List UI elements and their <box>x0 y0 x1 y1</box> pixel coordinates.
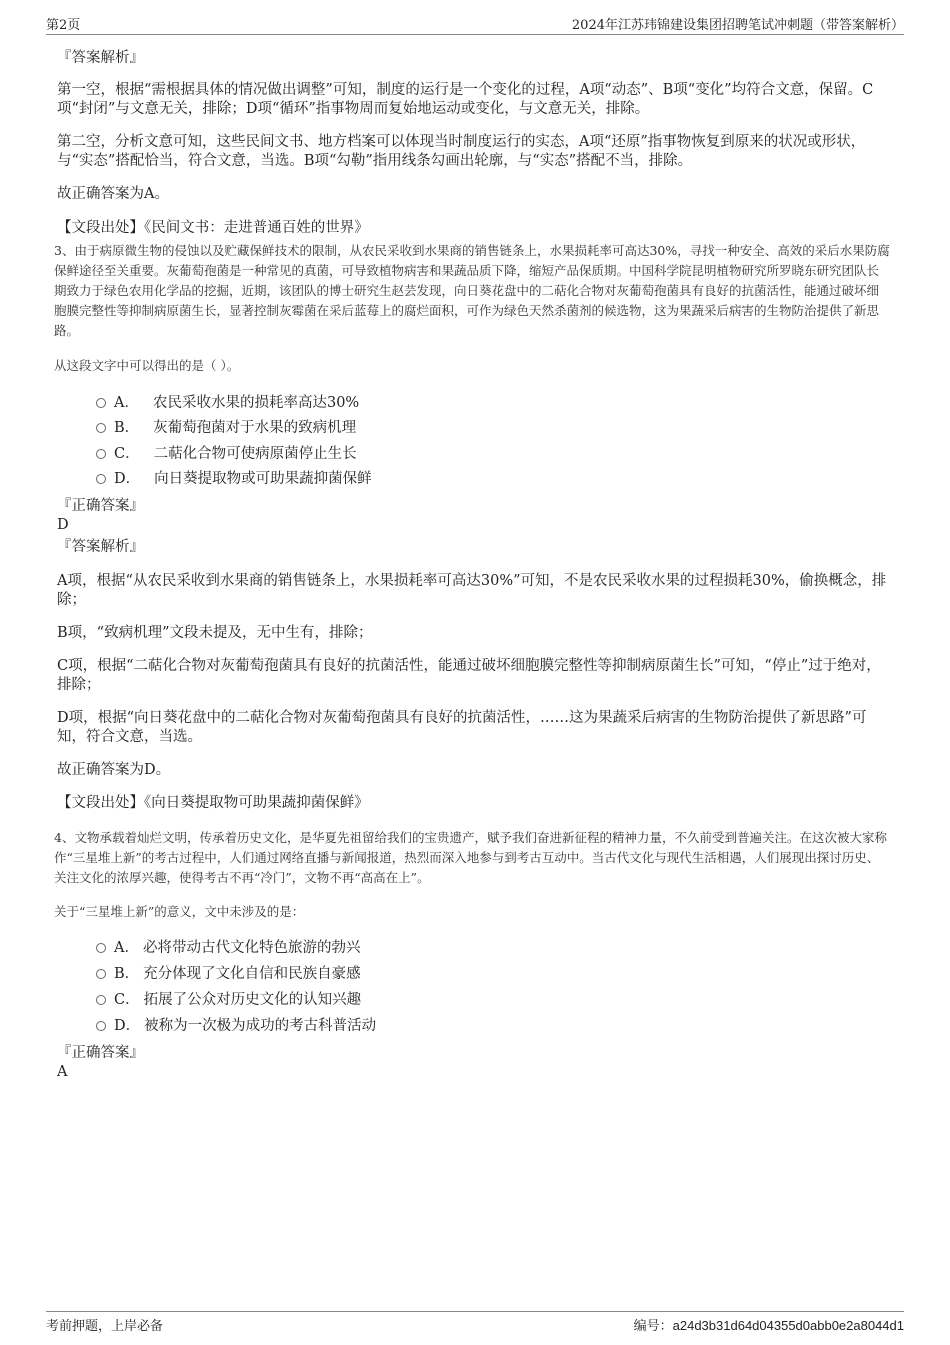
radio-icon[interactable] <box>96 474 106 484</box>
q3-option-c[interactable]: C． 二萜化合物可使病原菌停止生长 <box>96 444 357 464</box>
q3-analysis-d: D项，根据“向日葵花盘中的二萜化合物对灰葡萄孢菌具有良好的抗菌活性，……这为果蔬采后病害的生物防治提供了新思路”可知，符合文意，当选。 <box>57 710 867 745</box>
q4-option-c[interactable]: C． 拓展了公众对历史文化的认知兴趣 <box>96 990 361 1010</box>
q2-analysis-label: 『答案解析』 <box>57 50 144 66</box>
radio-icon[interactable] <box>96 943 106 953</box>
q3-analysis-b: B项，“致病机理”文段未提及，无中生有，排除； <box>57 625 373 641</box>
q4-answer-label: 『正确答案』 <box>57 1045 144 1061</box>
radio-icon[interactable] <box>96 969 106 979</box>
page-footer <box>46 1311 904 1335</box>
q3-analysis-label: 『答案解析』 <box>57 539 144 555</box>
page-number: 第2页 <box>46 18 81 33</box>
document-title: 2024年江苏玮锦建设集团招聘笔试冲刺题（带答案解析） <box>571 18 904 33</box>
q4-option-a[interactable]: A． 必将带动古代文化特色旅游的勃兴 <box>96 938 360 958</box>
q3-answer-label: 『正确答案』 <box>57 498 144 514</box>
document-code: 编号：a24d3b31d64d04355d0abb0e2a8044d1 <box>633 1318 904 1334</box>
radio-icon[interactable] <box>96 1021 106 1031</box>
q3-option-a[interactable]: A． 农民采收水果的损耗率高达30% <box>96 393 359 413</box>
q3-analysis-a: A项，根据“从农民采收到水果商的销售链条上，水果损耗率可高达30%”可知，不是农民采收水果的过程损耗30%，偷换概念，排除； <box>57 573 887 608</box>
q2-analysis-para2: 第二空，分析文意可知，这些民间文书、地方档案可以体现当时制度运行的实态，A项“还原”指事物恢复到原来的状况或形状，与“实态”搭配恰当，符合文意，当选。B项“勾勒”指用线条勾画出轮廓，与“实态”搭配不当，排除。 <box>57 134 866 169</box>
radio-icon[interactable] <box>96 423 106 433</box>
q4-option-b[interactable]: B． 充分体现了文化自信和民族自豪感 <box>96 964 361 984</box>
q3-analysis-c: C项，根据“二萜化合物对灰葡萄孢菌具有良好的抗菌活性，能通过破坏细胞膜完整性等抑制病原菌生长”可知，“停止”过于绝对，排除； <box>57 658 881 693</box>
radio-icon[interactable] <box>96 398 106 408</box>
radio-icon[interactable] <box>96 449 106 459</box>
q3-source: 【文段出处】《向日葵提取物可助果蔬抑菌保鲜》 <box>57 795 369 811</box>
q3-option-b[interactable]: B． 灰葡萄孢菌对于水果的致病机理 <box>96 418 356 438</box>
radio-icon[interactable] <box>96 995 106 1005</box>
q2-source: 【文段出处】《民间文书：走进普通百姓的世界》 <box>57 220 369 236</box>
q3-option-d[interactable]: D． 向日葵提取物或可助果蔬抑菌保鲜 <box>96 469 372 489</box>
q3-answer: D <box>57 517 69 533</box>
page-header <box>46 14 904 35</box>
q2-analysis-para1: 第一空，根据“需根据具体的情况做出调整”可知，制度的运行是一个变化的过程，A项“动态”、B项“变化”均符合文意，保留。C项“封闭”与文意无关，排除；D项“循环”指事物周而复始地运动或变化，与文意无关，排除。 <box>57 82 874 117</box>
q3-conclusion: 故正确答案为D。 <box>57 762 171 778</box>
q4-option-d[interactable]: D． 被称为一次极为成功的考古科普活动 <box>96 1016 376 1036</box>
q2-conclusion: 故正确答案为A。 <box>57 186 169 202</box>
q3-question: 从这段文字中可以得出的是（ ）。 <box>54 358 240 373</box>
q3-stem: 3、由于病原微生物的侵蚀以及贮藏保鲜技术的限制，从农民采收到水果商的销售链条上，水果损耗率可高达30%，寻找一种安全、高效的采后水果防腐保鲜途径至关重要。灰葡萄孢菌是一种常见的真菌，可导致植物病害和果蔬品质下降，缩短产品保质期。中国科学院昆明植物研究所罗晓东研究团队长期致力于绿色农用化学品的挖掘，近期，该团队的博士研究生赵芸发现，向日葵花盘中的二萜化合物对灰葡萄孢菌具有良好的抗菌活性，能通过破坏细胞膜完整性等抑制病原菌生长，显著控制灰霉菌在采后蓝莓上的腐烂面积，可作为绿色天然杀菌剂的候选物，这为果蔬采后病害的生物防治提供了新思路。 <box>54 243 890 338</box>
q4-stem: 4、文物承载着灿烂文明，传承着历史文化，是华夏先祖留给我们的宝贵遗产，赋予我们奋进新征程的精神力量，不久前受到普遍关注。在这次被大家称作“三星堆上新”的考古过程中，人们通过网络直播与新闻报道，热烈而深入地参与到考古互动中。当古代文化与现代生活相遇，人们展现出探讨历史、关注文化的浓厚兴趣，使得考古不再“冷门”，文物不再“高高在上”。 <box>54 830 887 885</box>
footer-slogan: 考前押题，上岸必备 <box>46 1319 164 1334</box>
q4-question: 关于“三星堆上新”的意义，文中未涉及的是： <box>54 904 305 919</box>
q4-answer: A <box>57 1064 68 1080</box>
